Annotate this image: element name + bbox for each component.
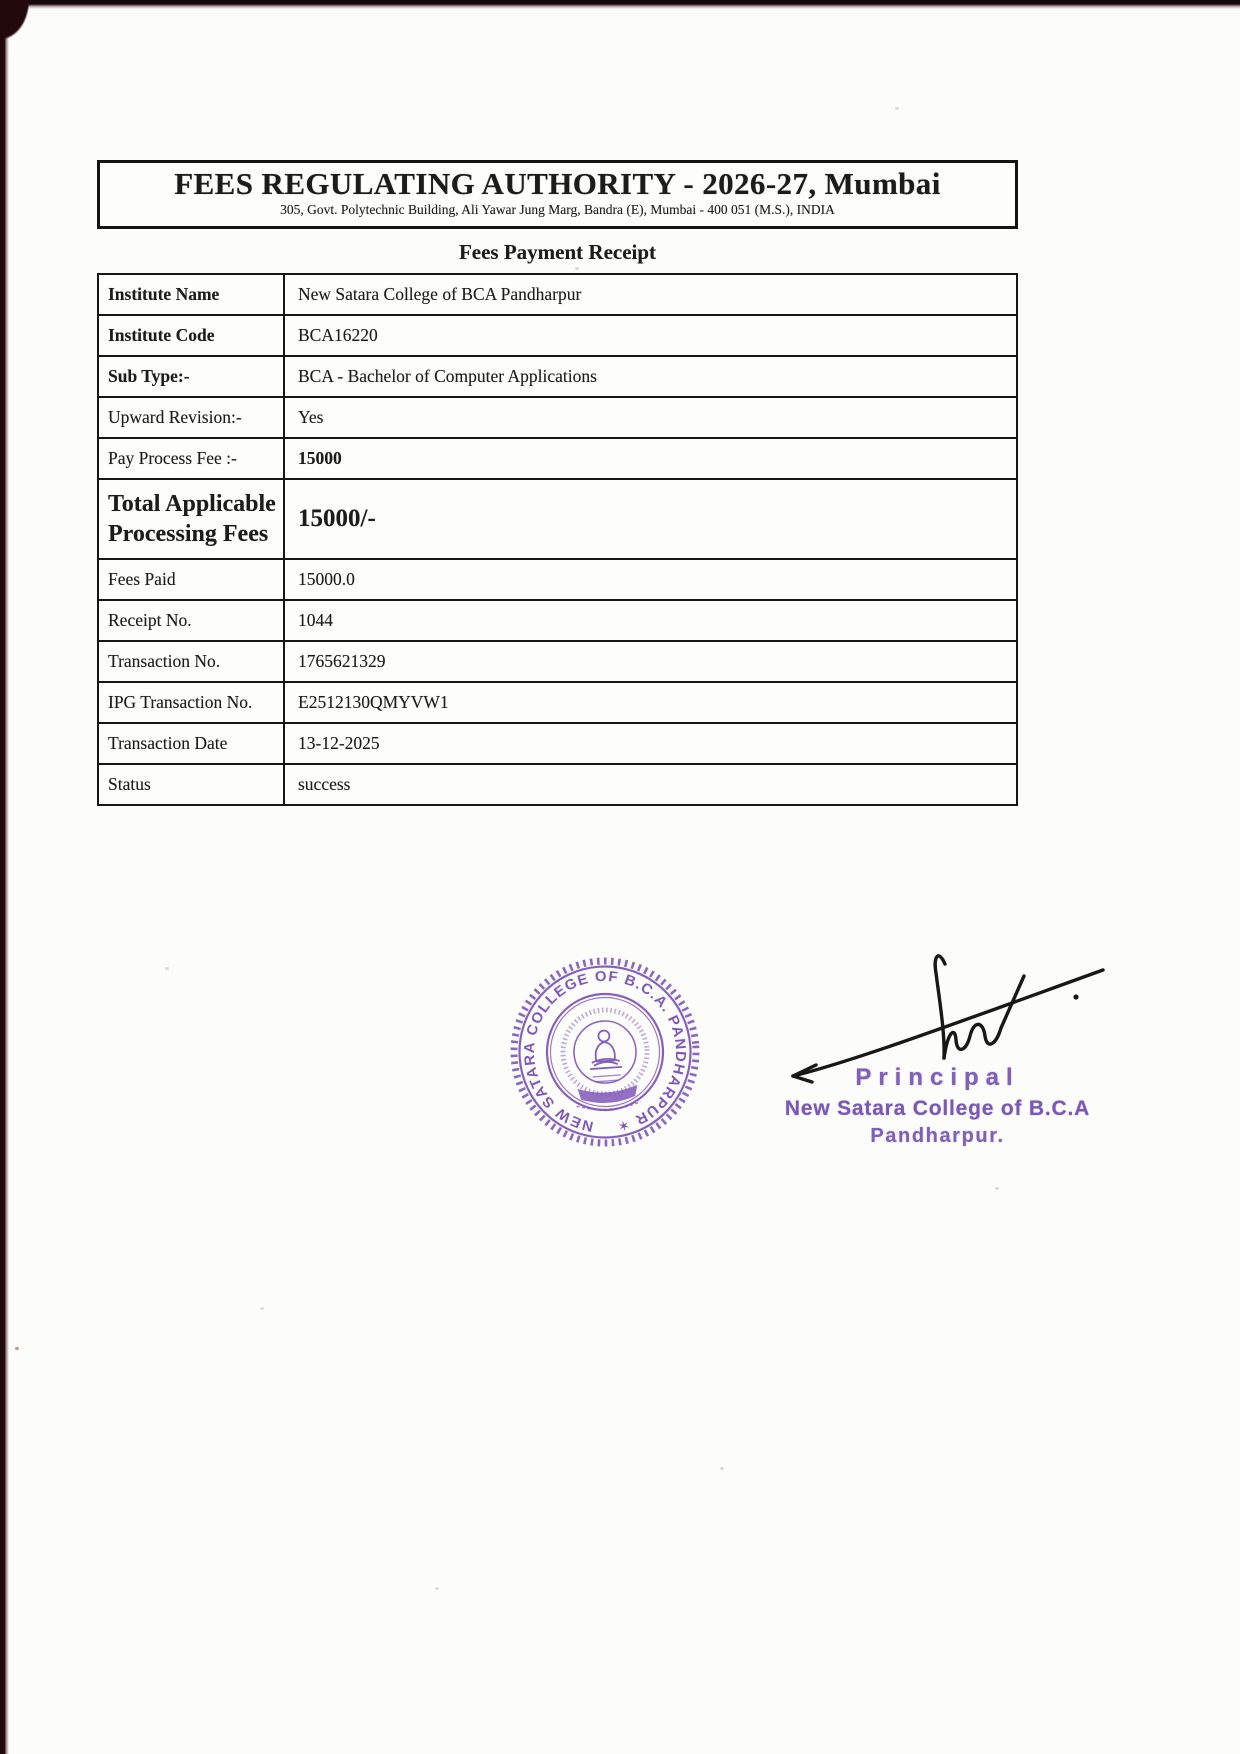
table-row (98, 438, 1017, 479)
row-label: Upward Revision:- (98, 397, 284, 438)
row-label: Status (98, 764, 284, 805)
table-row (98, 682, 1017, 723)
principal-city: Pandharpur. (870, 1125, 1005, 1147)
scan-edge-top (0, 0, 1240, 9)
row-label: Pay Process Fee :- (98, 438, 284, 479)
table-row (98, 274, 1017, 315)
table-row (98, 315, 1017, 356)
row-value: 13-12-2025 (284, 723, 1017, 764)
table-row (98, 559, 1017, 600)
table-row (98, 600, 1017, 641)
row-label: Sub Type:- (98, 356, 284, 397)
row-value: E2512130QMYVW1 (284, 682, 1017, 723)
row-label: Total Applicable Processing Fees (98, 479, 284, 559)
authority-address: 305, Govt. Polytechnic Building, Ali Yawar Jung Marg, Bandra (E), Mumbai - 400 051 (M.S.), INDIA (280, 202, 835, 217)
row-value: 1765621329 (284, 641, 1017, 682)
table-row (98, 641, 1017, 682)
row-value: 15000/- (284, 479, 1017, 559)
row-label: Transaction Date (98, 723, 284, 764)
row-value: 15000 (284, 438, 1017, 479)
college-seal-stamp (498, 945, 711, 1158)
table-row (98, 356, 1017, 397)
authority-title: FEES REGULATING AUTHORITY - 2026-27, Mumbai (174, 166, 941, 201)
row-label: IPG Transaction No. (98, 682, 284, 723)
principal-stamp-text (770, 1064, 1105, 1148)
row-value: 1044 (284, 600, 1017, 641)
scan-specks (15, 1347, 19, 1350)
table-row (98, 764, 1017, 805)
row-label: Transaction No. (98, 641, 284, 682)
table-row (98, 723, 1017, 764)
table-row (98, 397, 1017, 438)
row-value: BCA16220 (284, 315, 1017, 356)
receipt-title: Fees Payment Receipt (458, 240, 657, 264)
authority-header (97, 160, 1018, 229)
row-label: Receipt No. (98, 600, 284, 641)
principal-org: New Satara College of B.C.A (784, 1097, 1091, 1120)
row-value: New Satara College of BCA Pandharpur (284, 274, 1017, 315)
scan-edge-left (0, 0, 9, 1754)
receipt-table-body (98, 274, 1017, 805)
receipt-table (97, 273, 1018, 806)
seated-figure-emblem (588, 1029, 623, 1069)
principal-role: Principal (855, 1064, 1020, 1091)
row-value: success (284, 764, 1017, 805)
row-label: Fees Paid (98, 559, 284, 600)
scan-corner-artifact (0, 0, 34, 46)
row-label: Institute Code (98, 315, 284, 356)
row-value: BCA - Bachelor of Computer Applications (284, 356, 1017, 397)
stamp-ring-text: NEW SATARA COLLEGE OF B.C.A. PANDHARPUR ✶ (521, 968, 689, 1135)
row-value: Yes (284, 397, 1017, 438)
row-label: Institute Name (98, 274, 284, 315)
row-value: 15000.0 (284, 559, 1017, 600)
table-row (98, 479, 1017, 559)
